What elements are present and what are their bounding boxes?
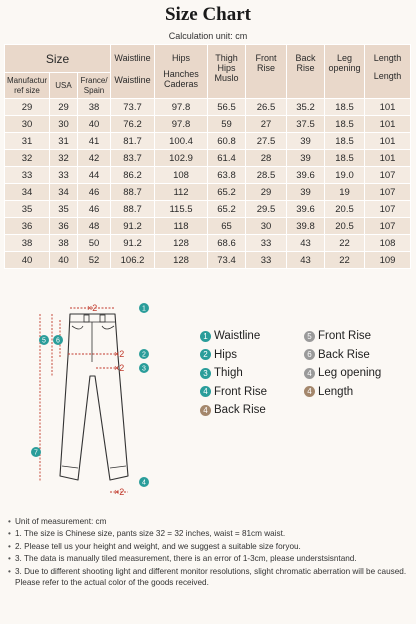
table-cell: 31 xyxy=(5,133,50,150)
table-cell: 28.5 xyxy=(246,167,287,184)
table-cell: 18.5 xyxy=(325,150,365,167)
legend-item xyxy=(200,349,237,361)
measurement-legend xyxy=(200,330,410,420)
table-row xyxy=(5,218,411,235)
table-cell: 33 xyxy=(246,252,287,269)
table-cell: 97.8 xyxy=(155,116,208,133)
header-hips: Hips Hanches Caderas xyxy=(155,45,208,99)
header-size: Size xyxy=(5,45,111,73)
header-france-spain: France/ Spain xyxy=(78,73,111,99)
table-row xyxy=(5,133,411,150)
note-item: • 1. The size is Chinese size, pants size 32 = 32 inches, waist = 81cm waist. xyxy=(8,528,412,539)
legend-number-badge: 5 xyxy=(304,331,315,342)
table-cell: 128 xyxy=(155,252,208,269)
note-item: • 3. The data is manually tiled measurement, there is an error of 1-3cm, please understsisntand. xyxy=(8,553,412,564)
legend-number-badge: 4 xyxy=(304,386,315,397)
notes xyxy=(8,516,412,588)
table-cell: 29 xyxy=(5,99,50,116)
table-cell: 88.7 xyxy=(111,201,155,218)
table-cell: 20.5 xyxy=(325,201,365,218)
table-cell: 48 xyxy=(78,218,111,235)
table-cell: 56.5 xyxy=(208,99,246,116)
table-cell: 43 xyxy=(287,252,325,269)
table-cell: 112 xyxy=(155,184,208,201)
legend-item xyxy=(304,367,381,379)
table-cell: 43 xyxy=(287,235,325,252)
table-cell: 81.7 xyxy=(111,133,155,150)
table-row xyxy=(5,150,411,167)
table-cell: 107 xyxy=(365,201,411,218)
table-cell: 36 xyxy=(5,218,50,235)
table-cell: 107 xyxy=(365,167,411,184)
legend-label: Thigh xyxy=(214,367,243,379)
table-cell: 19.0 xyxy=(325,167,365,184)
table-cell: 46 xyxy=(78,184,111,201)
table-row xyxy=(5,201,411,218)
table-cell: 28 xyxy=(246,150,287,167)
unit-subtitle: Calculation unit: cm xyxy=(168,31,248,41)
legend-label: Leg opening xyxy=(318,367,382,379)
table-cell: 88.7 xyxy=(111,184,155,201)
legend-number-badge: 3 xyxy=(200,368,211,379)
marker-3: 3 xyxy=(142,365,146,373)
legend-label: Front Rise xyxy=(318,330,372,342)
table-cell: 39.8 xyxy=(287,218,325,235)
marker-6: 6 xyxy=(56,337,60,345)
table-row xyxy=(5,252,411,269)
table-cell: 65.2 xyxy=(208,201,246,218)
note-item: • 2. Please tell us your height and weight, and we suggest a suitable size foryou. xyxy=(8,541,412,552)
table-row xyxy=(5,235,411,252)
table-cell: 100.4 xyxy=(155,133,208,150)
table-cell: 34 xyxy=(5,184,50,201)
table-cell: 109 xyxy=(365,252,411,269)
legend-number-badge: 4 xyxy=(304,368,315,379)
table-cell: 128 xyxy=(155,235,208,252)
table-row xyxy=(5,116,411,133)
table-cell: 101 xyxy=(365,99,411,116)
legend-label: Waistline xyxy=(214,330,261,342)
table-cell: 106.2 xyxy=(111,252,155,269)
table-cell: 38 xyxy=(78,99,111,116)
legend-item xyxy=(304,330,371,342)
table-row xyxy=(5,99,411,116)
legend-item xyxy=(200,367,243,379)
table-cell: 22 xyxy=(325,235,365,252)
table-cell: 40 xyxy=(50,252,78,269)
hips-x2-label: ×2 xyxy=(114,349,125,359)
legend-label: Front Rise xyxy=(214,385,268,398)
table-cell: 40 xyxy=(78,116,111,133)
table-cell: 32 xyxy=(5,150,50,167)
table-cell: 97.8 xyxy=(155,99,208,116)
table-cell: 61.4 xyxy=(208,150,246,167)
legend-label: Hips xyxy=(214,348,238,361)
leg-opening-x2-label: ×2 xyxy=(114,487,125,497)
header-leg-opening: Leg opening xyxy=(325,45,365,99)
table-cell: 38 xyxy=(50,235,78,252)
size-table xyxy=(4,44,411,269)
table-cell: 30 xyxy=(246,218,287,235)
table-cell: 115.5 xyxy=(155,201,208,218)
table-cell: 27.5 xyxy=(246,133,287,150)
table-cell: 91.2 xyxy=(111,218,155,235)
marker-2: 2 xyxy=(142,351,146,359)
table-cell: 46 xyxy=(78,201,111,218)
marker-1: 1 xyxy=(142,305,146,313)
table-cell: 33 xyxy=(5,167,50,184)
thigh-x2-label: ×2 xyxy=(114,363,125,373)
table-cell: 35 xyxy=(50,201,78,218)
marker-4: 4 xyxy=(142,479,146,487)
legend-label: Length xyxy=(318,385,354,398)
table-cell: 39 xyxy=(287,133,325,150)
table-cell: 34 xyxy=(50,184,78,201)
note-item: • 3. Due to different shooting light and different monitor resolutions, slight chromatic aberration will be caused. Please refer to the actual color of the goods received. xyxy=(8,566,412,589)
table-cell: 36 xyxy=(50,218,78,235)
size-table-body xyxy=(5,99,411,269)
table-cell: 30 xyxy=(50,116,78,133)
header-waistline: Waistline Waistline xyxy=(111,45,155,99)
table-cell: 76.2 xyxy=(111,116,155,133)
table-cell: 18.5 xyxy=(325,99,365,116)
table-cell: 108 xyxy=(155,167,208,184)
table-cell: 39 xyxy=(287,184,325,201)
table-cell: 65 xyxy=(208,218,246,235)
legend-item xyxy=(304,386,353,398)
marker-5: 5 xyxy=(42,337,46,345)
table-cell: 29.5 xyxy=(246,201,287,218)
table-cell: 102.9 xyxy=(155,150,208,167)
header-front-rise: Front Rise xyxy=(246,45,287,99)
pants-diagram xyxy=(30,296,160,501)
legend-number-badge: 1 xyxy=(200,331,211,342)
table-cell: 35 xyxy=(5,201,50,218)
waist-x2-label: ×2 xyxy=(87,303,98,313)
table-cell: 101 xyxy=(365,150,411,167)
table-cell: 22 xyxy=(325,252,365,269)
table-cell: 33 xyxy=(246,235,287,252)
table-cell: 44 xyxy=(78,167,111,184)
table-cell: 39.6 xyxy=(287,167,325,184)
table-cell: 73.7 xyxy=(111,99,155,116)
legend-number-badge: 4 xyxy=(200,386,211,397)
table-cell: 60.8 xyxy=(208,133,246,150)
marker-7: 7 xyxy=(34,449,38,457)
header-usa: USA xyxy=(50,73,78,99)
table-cell: 39.6 xyxy=(287,201,325,218)
page-title: Size Chart xyxy=(164,4,251,25)
legend-item xyxy=(304,349,370,361)
table-cell: 41 xyxy=(78,133,111,150)
table-cell: 107 xyxy=(365,218,411,235)
legend-item xyxy=(200,330,260,342)
legend-number-badge: 2 xyxy=(200,349,211,360)
table-cell: 18.5 xyxy=(325,133,365,150)
header-manufacturer: Manufactur ref size xyxy=(5,73,50,99)
table-cell: 32 xyxy=(50,150,78,167)
table-cell: 91.2 xyxy=(111,235,155,252)
table-cell: 27 xyxy=(246,116,287,133)
table-cell: 30 xyxy=(5,116,50,133)
table-cell: 52 xyxy=(78,252,111,269)
table-cell: 33 xyxy=(50,167,78,184)
note-item: • Unit of measurement: cm xyxy=(8,516,412,527)
legend-label: Back Rise xyxy=(318,348,370,361)
table-cell: 29 xyxy=(50,99,78,116)
table-cell: 68.6 xyxy=(208,235,246,252)
table-cell: 86.2 xyxy=(111,167,155,184)
legend-item xyxy=(200,386,267,398)
table-cell: 65.2 xyxy=(208,184,246,201)
table-cell: 39 xyxy=(287,150,325,167)
table-cell: 31 xyxy=(50,133,78,150)
legend-item xyxy=(200,404,266,416)
legend-label: Back Rise xyxy=(214,404,266,416)
table-cell: 20.5 xyxy=(325,218,365,235)
table-cell: 83.7 xyxy=(111,150,155,167)
table-cell: 40 xyxy=(5,252,50,269)
table-cell: 37.5 xyxy=(287,116,325,133)
legend-number-badge: 4 xyxy=(200,405,211,416)
table-cell: 63.8 xyxy=(208,167,246,184)
header-back-rise: Back Rise xyxy=(287,45,325,99)
table-cell: 59 xyxy=(208,116,246,133)
table-cell: 42 xyxy=(78,150,111,167)
pants-outline xyxy=(60,314,128,480)
table-cell: 26.5 xyxy=(246,99,287,116)
table-cell: 38 xyxy=(5,235,50,252)
table-cell: 101 xyxy=(365,133,411,150)
legend-number-badge: 6 xyxy=(304,349,315,360)
table-row xyxy=(5,167,411,184)
header-thigh: Thigh Hips Muslo xyxy=(208,45,246,99)
table-row xyxy=(5,184,411,201)
table-cell: 118 xyxy=(155,218,208,235)
table-cell: 19 xyxy=(325,184,365,201)
table-cell: 35.2 xyxy=(287,99,325,116)
table-cell: 29 xyxy=(246,184,287,201)
table-cell: 101 xyxy=(365,116,411,133)
table-cell: 73.4 xyxy=(208,252,246,269)
header-length: Length Length xyxy=(365,45,411,99)
table-cell: 18.5 xyxy=(325,116,365,133)
table-cell: 107 xyxy=(365,184,411,201)
table-cell: 50 xyxy=(78,235,111,252)
table-cell: 108 xyxy=(365,235,411,252)
